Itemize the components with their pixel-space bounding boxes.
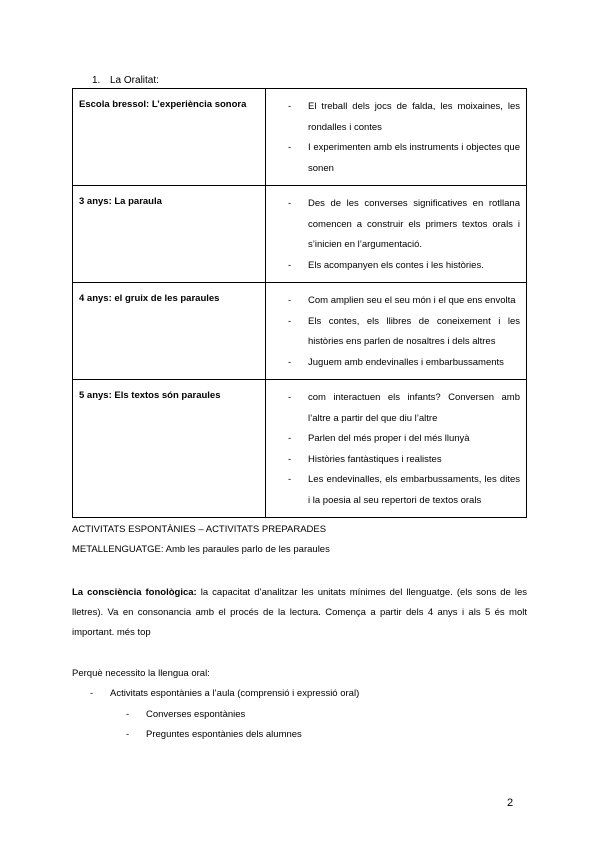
phonology-text: la capacitat d’analitzar les unitats mínimes del llenguatge. (els sons de les lletres). Va en consonancia amb el procés de la lectura. Comença a partir dels 4 anys i als 5 és molt important. més top (72, 587, 527, 638)
points-cell (266, 186, 527, 283)
bullet-item (90, 684, 359, 704)
list-item: - Com amplien seu el seu món i el que ens envolta (266, 291, 520, 312)
list-item: - I experimenten amb els instruments i objectes que sonen (266, 138, 520, 179)
list-item: - com interactuen els infants? Conversen amb l’altre a partir del que diu l’altre (266, 388, 520, 429)
list-item: - Històries fantàstiques i realistes (266, 450, 520, 471)
table-row (73, 89, 527, 186)
phonology-term: La consciència fonològica: (72, 587, 197, 598)
sub-bullet-item (126, 725, 302, 745)
section-heading (92, 75, 159, 86)
heading-number: 1. (92, 75, 101, 86)
bullet-text: Activitats espontànies a l’aula (comprensió i expressió oral) (110, 688, 360, 699)
bullet-dash: - (90, 688, 94, 699)
list-item: - Els acompanyen els contes i les històries. (266, 256, 520, 277)
points-cell (266, 89, 527, 186)
phonology-paragraph (72, 583, 527, 643)
table-row (73, 380, 527, 518)
list-item: - Els contes, els llibres de coneixement i les històries ens parlen de nosaltres i dels altres (266, 312, 520, 353)
points-cell (266, 380, 527, 518)
ages-table (72, 88, 527, 518)
age-cell: 3 anys: La paraula (73, 186, 266, 283)
list-item: - Des de les converses significatives en rotllana comencen a construir els primers textos orals i s’inicien en l’argumentació. (266, 194, 520, 256)
sub-bullet-text: Converses espontànies (146, 709, 246, 720)
sub-bullet-item (126, 705, 245, 725)
list-item: - Les endevinalles, els embarbussaments, les dites i la poesia al seu repertori de textos orals (266, 470, 520, 511)
table-row (73, 283, 527, 380)
points-cell (266, 283, 527, 380)
sub-bullet-text: Preguntes espontànies dels alumnes (146, 729, 302, 740)
table-row (73, 186, 527, 283)
age-cell: 5 anys: Els textos són paraules (73, 380, 266, 518)
bullet-dash: - (126, 709, 130, 720)
age-cell: Escola bressol: L’experiència sonora (73, 89, 266, 186)
bullet-dash: - (126, 729, 130, 740)
page-number: 2 (507, 797, 514, 809)
metalanguage-line: METALLENGUATGE: Amb les paraules parlo de les paraules (72, 544, 330, 555)
list-item: - El treball dels jocs de falda, les moixaines, les rondalles i contes (266, 97, 520, 138)
heading-text: La Oralitat: (110, 75, 159, 86)
activities-line: ACTIVITATS ESPONTÀNIES – ACTIVITATS PREPARADES (72, 524, 327, 535)
question-line: Perquè necessito la llengua oral: (72, 668, 210, 679)
age-cell: 4 anys: el gruix de les paraules (73, 283, 266, 380)
list-item: - Parlen del més proper i del més llunyà (266, 429, 520, 450)
list-item: - Juguem amb endevinalles i embarbussaments (266, 353, 520, 374)
